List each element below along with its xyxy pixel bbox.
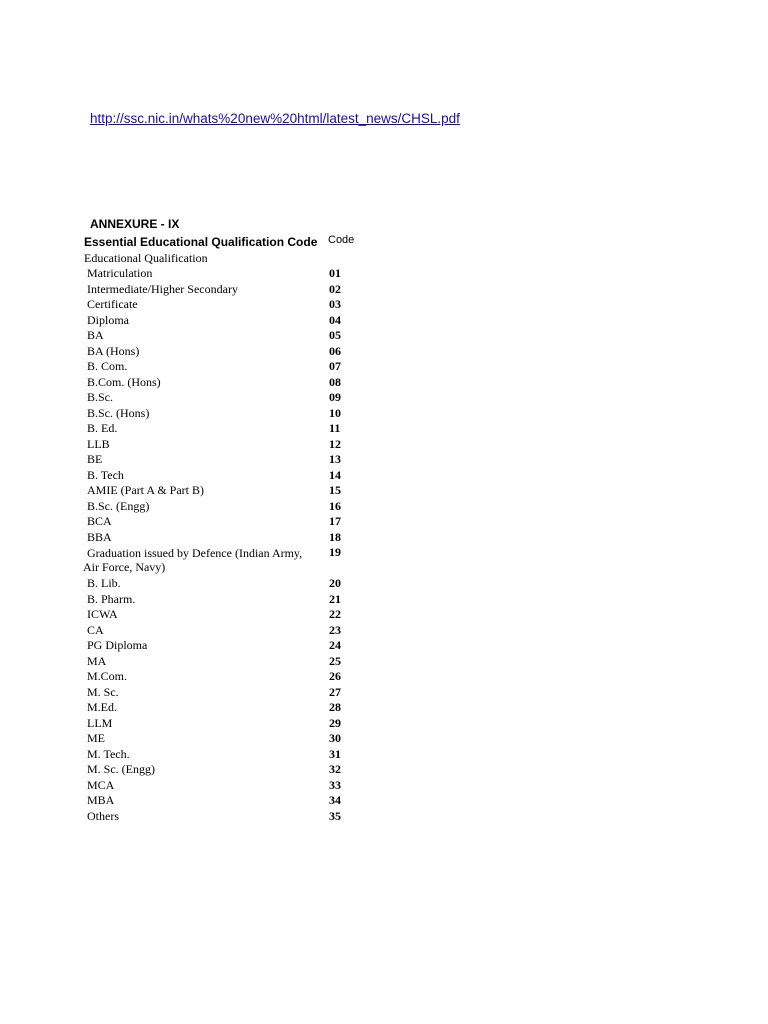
qualification-label: M.Com. — [87, 669, 128, 683]
qualification-label: Diploma — [87, 312, 129, 327]
qualification-column-header: Educational Qualification — [84, 251, 208, 265]
qualification-code: 17 — [329, 514, 341, 528]
table-row — [0, 716, 768, 732]
qualification-code: 21 — [329, 591, 341, 606]
table-row — [0, 452, 768, 468]
qualification-code: 32 — [329, 762, 341, 776]
table-row — [0, 545, 768, 576]
table-row — [0, 421, 768, 437]
table-row — [0, 638, 768, 654]
qualification-label: B. Ed. — [87, 421, 118, 435]
qualification-label: M. Tech. — [87, 746, 130, 761]
qualification-code: 13 — [329, 452, 341, 466]
qualification-code: 11 — [329, 421, 341, 435]
qualification-code: 04 — [329, 312, 341, 327]
table-row — [0, 359, 768, 375]
qualification-label: LLM — [87, 715, 113, 730]
table-row — [0, 483, 768, 499]
qualification-code: 34 — [329, 793, 341, 807]
qualification-code: 16 — [329, 498, 341, 513]
table-row — [0, 654, 768, 670]
qualification-code: 10 — [329, 405, 341, 420]
qualification-label: B.Com. (Hons) — [87, 374, 161, 389]
table-row — [0, 731, 768, 747]
table-row — [0, 266, 768, 282]
table-row — [0, 700, 768, 716]
qualification-label: Graduation issued by Defence (Indian Army, Air Force, Navy) — [83, 546, 303, 574]
code-column-header: Code — [328, 234, 355, 246]
qualification-code: 12 — [329, 436, 341, 451]
qualification-code: 09 — [329, 390, 341, 404]
qualification-code: 19 — [329, 545, 341, 559]
qualification-code: 01 — [329, 266, 341, 280]
qualification-label: B. Com. — [87, 359, 128, 373]
table-row — [0, 592, 768, 608]
table-row — [0, 747, 768, 763]
qualification-label: Certificate — [87, 297, 138, 311]
table-row — [0, 313, 768, 329]
table-row — [0, 390, 768, 406]
qualification-label: M.Ed. — [87, 700, 117, 714]
qualification-label: BA — [87, 328, 104, 342]
annexure-title: ANNEXURE - IX — [90, 217, 180, 231]
qualification-code: 15 — [329, 483, 341, 497]
qualification-code: 26 — [329, 669, 341, 683]
table-row — [0, 778, 768, 794]
qualification-label: ME — [87, 731, 105, 745]
table-row — [0, 762, 768, 778]
qualification-code: 02 — [329, 281, 341, 296]
qualification-label: Others — [87, 808, 119, 823]
qualification-label: Matriculation — [87, 266, 153, 280]
qualification-label: PG Diploma — [87, 638, 148, 652]
qualification-code: 22 — [329, 607, 341, 621]
qualification-code: 30 — [329, 731, 341, 745]
qualification-label: BCA — [87, 514, 112, 528]
qualification-label: B.Sc. — [87, 390, 114, 404]
qualification-label: B.Sc. (Hons) — [87, 405, 150, 420]
qualification-code: 08 — [329, 374, 341, 389]
qualification-label: B. Tech — [87, 467, 124, 482]
qualification-code: 29 — [329, 715, 341, 730]
qualification-code: 07 — [329, 359, 341, 373]
qualification-label: MA — [87, 653, 107, 668]
qualification-label: B. Pharm. — [87, 591, 136, 606]
table-row — [0, 406, 768, 422]
table-row — [0, 793, 768, 809]
qualification-code: 25 — [329, 653, 341, 668]
table-row — [0, 328, 768, 344]
table-row — [0, 297, 768, 313]
qualification-label: AMIE (Part A & Part B) — [87, 483, 204, 497]
qualification-label: M. Sc. (Engg) — [87, 762, 155, 776]
source-pdf-link[interactable]: http://ssc.nic.in/whats%20new%20html/latest_news/CHSL.pdf — [90, 111, 460, 126]
qualification-code: 27 — [329, 684, 341, 699]
qualification-label: BE — [87, 452, 103, 466]
qualification-label: B. Lib. — [87, 576, 121, 590]
table-row — [0, 607, 768, 623]
qualification-code: 05 — [329, 328, 341, 342]
qualification-code: 03 — [329, 297, 341, 311]
table-row — [0, 282, 768, 298]
qualification-label: BA (Hons) — [87, 343, 140, 358]
table-row — [0, 809, 768, 825]
qualification-code: 14 — [329, 467, 341, 482]
table-row — [0, 514, 768, 530]
table-row — [0, 623, 768, 639]
table-row — [0, 375, 768, 391]
qualification-code: 28 — [329, 700, 341, 714]
qualification-code: 31 — [329, 746, 341, 761]
table-row — [0, 669, 768, 685]
table-row — [0, 344, 768, 360]
qualification-label: MBA — [87, 793, 115, 807]
table-row — [0, 468, 768, 484]
qualification-label: ICWA — [87, 607, 118, 621]
qualification-label: CA — [87, 622, 104, 637]
table-row — [0, 685, 768, 701]
qualification-code: 23 — [329, 622, 341, 637]
table-row — [0, 576, 768, 592]
table-row — [0, 437, 768, 453]
qualification-code: 33 — [329, 777, 341, 792]
table-row — [0, 499, 768, 515]
qualification-label: Intermediate/Higher Secondary — [87, 281, 238, 296]
qualification-label: BBA — [87, 529, 112, 544]
qualification-code: 35 — [329, 808, 341, 823]
qualification-label: LLB — [87, 436, 110, 451]
qualification-code: 20 — [329, 576, 341, 590]
qualification-code: 06 — [329, 343, 341, 358]
page-heading: Essential Educational Qualification Code — [84, 235, 318, 249]
qualification-label: B.Sc. (Engg) — [87, 498, 150, 513]
qualification-code: 24 — [329, 638, 341, 652]
qualification-code: 18 — [329, 529, 341, 544]
qualification-code-table — [0, 266, 768, 824]
qualification-label: MCA — [87, 777, 115, 792]
table-row — [0, 530, 768, 546]
qualification-label: M. Sc. — [87, 684, 119, 699]
